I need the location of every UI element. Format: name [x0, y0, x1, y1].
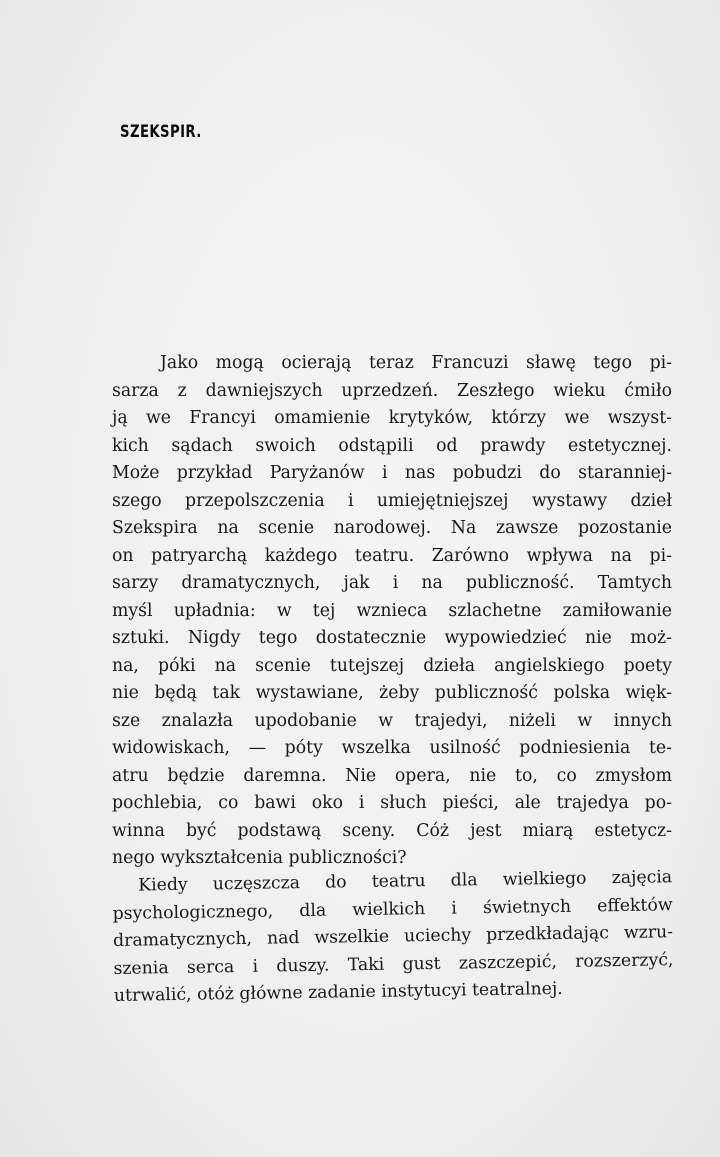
text-line: szenia serca i duszy. Taki gust zaszczepić, rozszerzyć,: [113, 949, 674, 978]
text-line: psychologicznego, dla wielkich i świetnych effektów: [112, 894, 673, 923]
text-line: myśl upładnia: w tej wznieca szlachetne zamiłowanie: [112, 600, 672, 621]
text-line: Kiedy uczęszcza do teatru dla wielkiego zajęcia: [138, 866, 673, 896]
text-line: sarza z dawniejszych uprzedzeń. Zeszłego wieku ćmiło: [112, 380, 672, 401]
text-line: kich sądach swoich odstąpili od prawdy estetycznej.: [112, 435, 672, 456]
text-line: ją we Francyi omamienie krytyków, którzy we wszyst-: [112, 408, 672, 428]
text-line: utrwalić, otóż główne zadanie instytucyi teatralnej.: [113, 978, 563, 1006]
text-line: on patryarchą każdego teatru. Zarówno wpływa na pi-: [112, 545, 672, 566]
text-line: sze znalazła upodobanie w trajedyi, niżeli w innych: [112, 710, 672, 731]
text-line: nie będą tak wystawiane, żeby publiczność polska więk-: [112, 683, 672, 703]
text-line: na, póki na scenie tutejszej dzieła angielskiego poety: [112, 655, 672, 676]
text-line: Jako mogą ocierają teraz Francuzi sławę tego pi-: [160, 353, 672, 373]
text-line: dramatycznych, nad wszelkie uciechy przedkładając wzru-: [112, 921, 674, 951]
paragraph-2: [112, 864, 674, 1010]
body-text: [112, 350, 672, 1010]
text-line: szego przepolszczenia i umiejętniejszej wystawy dzieł: [112, 490, 672, 511]
text-line: widowiskach, — póty wszelka usilność podniesienia te-: [112, 738, 672, 758]
text-line: Szekspira na scenie narodowej. Na zawsze pozostanie: [112, 518, 672, 538]
text-line: winna być podstawą sceny. Cóż jest miarą estetycz-: [112, 820, 672, 841]
text-line: nego wykształcenia publiczności?: [112, 848, 407, 868]
paragraph-1: [112, 350, 672, 873]
chapter-heading: SZEKSPIR.: [120, 122, 202, 142]
text-line: sztuki. Nigdy tego dostatecznie wypowiedzieć nie moż-: [112, 628, 672, 648]
text-line: Może przykład Paryżanów i nas pobudzi do staranniej-: [112, 463, 672, 483]
text-line: pochlebia, co bawi oko i słuch pieści, ale trajedya po-: [112, 793, 672, 813]
text-line: atru będzie daremna. Nie opera, nie to, co zmysłom: [112, 765, 672, 786]
text-line: sarzy dramatycznych, jak i na publiczność. Tamtych: [112, 573, 672, 593]
